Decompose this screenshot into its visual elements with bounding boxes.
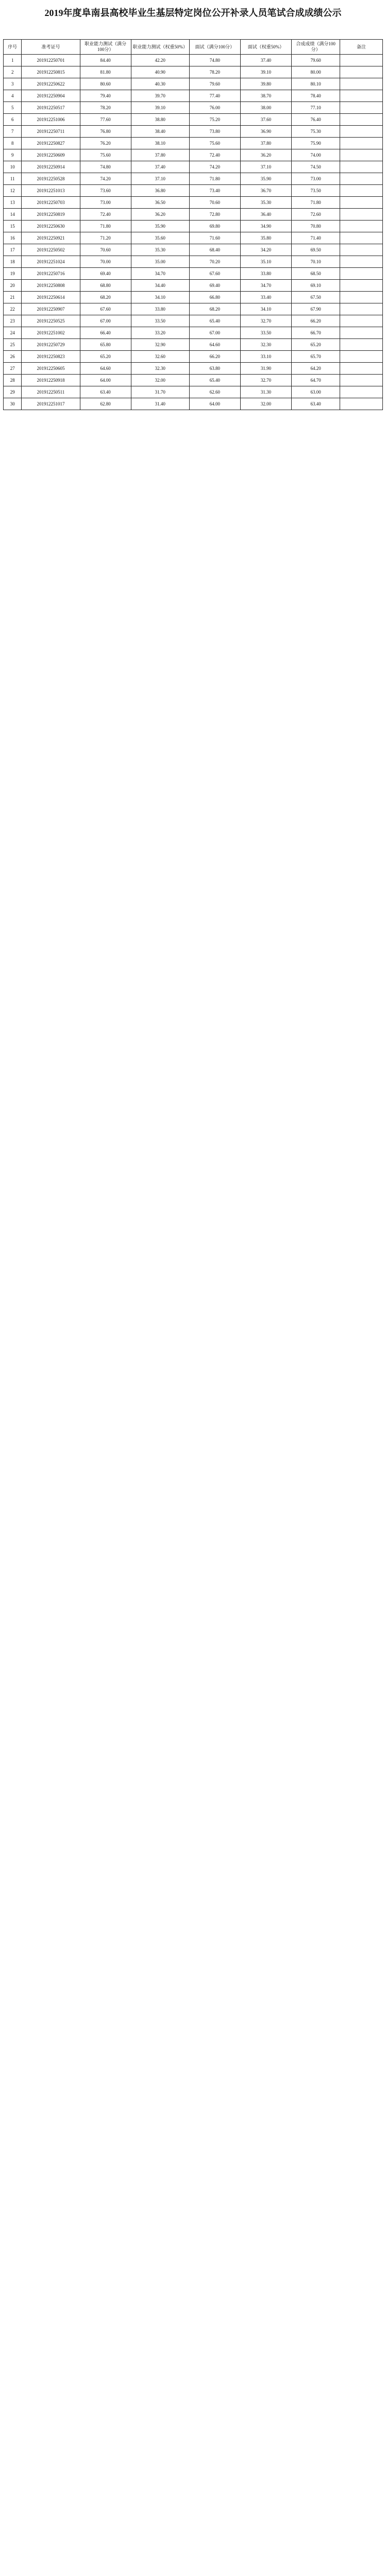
written-total-cell: 84.40 xyxy=(80,55,131,66)
combined-score-cell: 69.10 xyxy=(292,280,340,292)
interview-weighted-cell: 34.10 xyxy=(240,303,291,315)
written-weighted-cell: 37.40 xyxy=(131,161,189,173)
written-total-cell: 65.80 xyxy=(80,339,131,351)
interview-weighted-cell: 38.70 xyxy=(240,90,291,102)
interview-total-cell: 70.60 xyxy=(189,197,240,209)
remark-cell xyxy=(340,244,383,256)
written-total-cell: 66.40 xyxy=(80,327,131,339)
combined-score-cell: 79.60 xyxy=(292,55,340,66)
seq-cell: 28 xyxy=(4,375,22,386)
interview-total-cell: 67.60 xyxy=(189,268,240,280)
header-interview-weighted: 面试（权重50%） xyxy=(240,40,291,55)
interview-total-cell: 65.40 xyxy=(189,315,240,327)
written-total-cell: 71.20 xyxy=(80,232,131,244)
ticket-cell: 201912250703 xyxy=(22,197,80,209)
table-row xyxy=(4,90,383,102)
seq-cell: 25 xyxy=(4,339,22,351)
written-weighted-cell: 36.20 xyxy=(131,209,189,221)
written-total-cell: 74.80 xyxy=(80,161,131,173)
interview-weighted-cell: 35.10 xyxy=(240,256,291,268)
interview-weighted-cell: 36.20 xyxy=(240,149,291,161)
interview-weighted-cell: 33.50 xyxy=(240,327,291,339)
interview-weighted-cell: 38.00 xyxy=(240,102,291,114)
written-weighted-cell: 35.00 xyxy=(131,256,189,268)
combined-score-cell: 65.20 xyxy=(292,339,340,351)
interview-weighted-cell: 33.80 xyxy=(240,268,291,280)
remark-cell xyxy=(340,149,383,161)
table-row xyxy=(4,173,383,185)
table-row xyxy=(4,244,383,256)
ticket-cell: 201912250711 xyxy=(22,126,80,138)
table-row xyxy=(4,386,383,398)
interview-weighted-cell: 31.90 xyxy=(240,363,291,375)
written-weighted-cell: 35.90 xyxy=(131,221,189,232)
ticket-cell: 201912251013 xyxy=(22,185,80,197)
written-total-cell: 76.80 xyxy=(80,126,131,138)
interview-total-cell: 73.80 xyxy=(189,126,240,138)
combined-score-cell: 68.50 xyxy=(292,268,340,280)
written-weighted-cell: 35.30 xyxy=(131,244,189,256)
interview-total-cell: 78.20 xyxy=(189,66,240,78)
written-weighted-cell: 31.70 xyxy=(131,386,189,398)
remark-cell xyxy=(340,126,383,138)
written-weighted-cell: 36.80 xyxy=(131,185,189,197)
seq-cell: 17 xyxy=(4,244,22,256)
seq-cell: 11 xyxy=(4,173,22,185)
seq-cell: 2 xyxy=(4,66,22,78)
written-weighted-cell: 33.80 xyxy=(131,303,189,315)
table-row xyxy=(4,55,383,66)
table-row xyxy=(4,138,383,149)
seq-cell: 18 xyxy=(4,256,22,268)
ticket-cell: 201912250918 xyxy=(22,375,80,386)
combined-score-cell: 77.10 xyxy=(292,102,340,114)
remark-cell xyxy=(340,339,383,351)
ticket-cell: 201912250827 xyxy=(22,138,80,149)
interview-weighted-cell: 37.10 xyxy=(240,161,291,173)
header-written-total: 职业能力测试（满分100分） xyxy=(80,40,131,55)
combined-score-cell: 67.90 xyxy=(292,303,340,315)
written-weighted-cell: 34.10 xyxy=(131,292,189,303)
table-row xyxy=(4,126,383,138)
combined-score-cell: 64.20 xyxy=(292,363,340,375)
table-row xyxy=(4,375,383,386)
interview-total-cell: 71.80 xyxy=(189,173,240,185)
table-row xyxy=(4,102,383,114)
interview-weighted-cell: 32.00 xyxy=(240,398,291,410)
combined-score-cell: 63.00 xyxy=(292,386,340,398)
written-total-cell: 68.20 xyxy=(80,292,131,303)
interview-weighted-cell: 32.70 xyxy=(240,315,291,327)
written-total-cell: 62.80 xyxy=(80,398,131,410)
header-seq: 序号 xyxy=(4,40,22,55)
interview-total-cell: 74.80 xyxy=(189,55,240,66)
written-total-cell: 64.60 xyxy=(80,363,131,375)
written-weighted-cell: 32.30 xyxy=(131,363,189,375)
written-total-cell: 71.80 xyxy=(80,221,131,232)
ticket-cell: 201912250808 xyxy=(22,280,80,292)
seq-cell: 15 xyxy=(4,221,22,232)
combined-score-cell: 80.10 xyxy=(292,78,340,90)
combined-score-cell: 72.60 xyxy=(292,209,340,221)
seq-cell: 5 xyxy=(4,102,22,114)
table-row xyxy=(4,78,383,90)
interview-total-cell: 76.00 xyxy=(189,102,240,114)
ticket-cell: 201912250609 xyxy=(22,149,80,161)
ticket-cell: 201912250716 xyxy=(22,268,80,280)
seq-cell: 16 xyxy=(4,232,22,244)
seq-cell: 10 xyxy=(4,161,22,173)
table-row xyxy=(4,351,383,363)
written-total-cell: 70.00 xyxy=(80,256,131,268)
written-total-cell: 81.80 xyxy=(80,66,131,78)
interview-total-cell: 71.60 xyxy=(189,232,240,244)
interview-total-cell: 72.40 xyxy=(189,149,240,161)
written-total-cell: 67.00 xyxy=(80,315,131,327)
written-total-cell: 74.20 xyxy=(80,173,131,185)
interview-total-cell: 67.00 xyxy=(189,327,240,339)
written-total-cell: 79.40 xyxy=(80,90,131,102)
seq-cell: 21 xyxy=(4,292,22,303)
written-weighted-cell: 32.60 xyxy=(131,351,189,363)
written-weighted-cell: 37.80 xyxy=(131,149,189,161)
combined-score-cell: 75.90 xyxy=(292,138,340,149)
combined-score-cell: 67.50 xyxy=(292,292,340,303)
interview-weighted-cell: 32.70 xyxy=(240,375,291,386)
interview-weighted-cell: 37.80 xyxy=(240,138,291,149)
ticket-cell: 201912250502 xyxy=(22,244,80,256)
ticket-cell: 201912250614 xyxy=(22,292,80,303)
interview-weighted-cell: 37.60 xyxy=(240,114,291,126)
table-row xyxy=(4,161,383,173)
seq-cell: 27 xyxy=(4,363,22,375)
written-total-cell: 73.00 xyxy=(80,197,131,209)
seq-cell: 24 xyxy=(4,327,22,339)
interview-total-cell: 75.20 xyxy=(189,114,240,126)
table-row xyxy=(4,197,383,209)
remark-cell xyxy=(340,209,383,221)
interview-total-cell: 79.60 xyxy=(189,78,240,90)
interview-total-cell: 72.80 xyxy=(189,209,240,221)
ticket-cell: 201912250528 xyxy=(22,173,80,185)
header-remark: 备注 xyxy=(340,40,383,55)
table-row xyxy=(4,268,383,280)
interview-total-cell: 73.40 xyxy=(189,185,240,197)
interview-weighted-cell: 34.90 xyxy=(240,221,291,232)
ticket-cell: 201912250701 xyxy=(22,55,80,66)
written-weighted-cell: 34.40 xyxy=(131,280,189,292)
ticket-cell: 201912251024 xyxy=(22,256,80,268)
table-row xyxy=(4,292,383,303)
written-weighted-cell: 33.50 xyxy=(131,315,189,327)
combined-score-cell: 78.40 xyxy=(292,90,340,102)
interview-weighted-cell: 35.90 xyxy=(240,173,291,185)
interview-weighted-cell: 31.30 xyxy=(240,386,291,398)
interview-total-cell: 68.20 xyxy=(189,303,240,315)
seq-cell: 7 xyxy=(4,126,22,138)
combined-score-cell: 63.40 xyxy=(292,398,340,410)
combined-score-cell: 74.00 xyxy=(292,149,340,161)
interview-total-cell: 68.40 xyxy=(189,244,240,256)
seq-cell: 3 xyxy=(4,78,22,90)
remark-cell xyxy=(340,78,383,90)
written-total-cell: 72.40 xyxy=(80,209,131,221)
table-row xyxy=(4,303,383,315)
remark-cell xyxy=(340,221,383,232)
written-total-cell: 73.60 xyxy=(80,185,131,197)
written-total-cell: 78.20 xyxy=(80,102,131,114)
seq-cell: 20 xyxy=(4,280,22,292)
combined-score-cell: 66.70 xyxy=(292,327,340,339)
interview-total-cell: 70.20 xyxy=(189,256,240,268)
ticket-cell: 201912250630 xyxy=(22,221,80,232)
written-weighted-cell: 39.10 xyxy=(131,102,189,114)
combined-score-cell: 71.80 xyxy=(292,197,340,209)
remark-cell xyxy=(340,303,383,315)
seq-cell: 22 xyxy=(4,303,22,315)
seq-cell: 19 xyxy=(4,268,22,280)
written-total-cell: 63.40 xyxy=(80,386,131,398)
written-total-cell: 64.00 xyxy=(80,375,131,386)
combined-score-cell: 75.30 xyxy=(292,126,340,138)
interview-total-cell: 69.80 xyxy=(189,221,240,232)
interview-weighted-cell: 33.40 xyxy=(240,292,291,303)
table-row xyxy=(4,149,383,161)
combined-score-cell: 73.50 xyxy=(292,185,340,197)
seq-cell: 26 xyxy=(4,351,22,363)
seq-cell: 29 xyxy=(4,386,22,398)
table-row xyxy=(4,363,383,375)
seq-cell: 12 xyxy=(4,185,22,197)
ticket-cell: 201912250622 xyxy=(22,78,80,90)
combined-score-cell: 80.00 xyxy=(292,66,340,78)
table-row xyxy=(4,114,383,126)
combined-score-cell: 76.40 xyxy=(292,114,340,126)
ticket-cell: 201912250511 xyxy=(22,386,80,398)
ticket-cell: 201912250921 xyxy=(22,232,80,244)
written-weighted-cell: 32.00 xyxy=(131,375,189,386)
written-total-cell: 75.60 xyxy=(80,149,131,161)
interview-total-cell: 74.20 xyxy=(189,161,240,173)
interview-weighted-cell: 35.30 xyxy=(240,197,291,209)
ticket-cell: 201912250815 xyxy=(22,66,80,78)
seq-cell: 4 xyxy=(4,90,22,102)
interview-weighted-cell: 36.90 xyxy=(240,126,291,138)
interview-weighted-cell: 39.10 xyxy=(240,66,291,78)
written-weighted-cell: 40.90 xyxy=(131,66,189,78)
ticket-cell: 201912250605 xyxy=(22,363,80,375)
remark-cell xyxy=(340,138,383,149)
written-total-cell: 68.80 xyxy=(80,280,131,292)
written-weighted-cell: 39.70 xyxy=(131,90,189,102)
written-weighted-cell: 38.10 xyxy=(131,138,189,149)
combined-score-cell: 70.80 xyxy=(292,221,340,232)
written-weighted-cell: 35.60 xyxy=(131,232,189,244)
seq-cell: 23 xyxy=(4,315,22,327)
ticket-cell: 201912250904 xyxy=(22,90,80,102)
written-total-cell: 70.60 xyxy=(80,244,131,256)
remark-cell xyxy=(340,185,383,197)
seq-cell: 14 xyxy=(4,209,22,221)
written-weighted-cell: 31.40 xyxy=(131,398,189,410)
written-weighted-cell: 33.20 xyxy=(131,327,189,339)
remark-cell xyxy=(340,315,383,327)
written-weighted-cell: 38.40 xyxy=(131,126,189,138)
interview-total-cell: 65.40 xyxy=(189,375,240,386)
remark-cell xyxy=(340,256,383,268)
remark-cell xyxy=(340,292,383,303)
seq-cell: 13 xyxy=(4,197,22,209)
remark-cell xyxy=(340,398,383,410)
interview-total-cell: 75.60 xyxy=(189,138,240,149)
score-table xyxy=(3,39,383,410)
remark-cell xyxy=(340,114,383,126)
header-interview-total: 面试（满分100分） xyxy=(189,40,240,55)
ticket-cell: 201912250525 xyxy=(22,315,80,327)
header-written-weighted: 职业能力测试（权重50%） xyxy=(131,40,189,55)
interview-total-cell: 64.00 xyxy=(189,398,240,410)
combined-score-cell: 71.40 xyxy=(292,232,340,244)
combined-score-cell: 66.20 xyxy=(292,315,340,327)
table-header-row xyxy=(4,40,383,55)
written-total-cell: 67.60 xyxy=(80,303,131,315)
ticket-cell: 201912250819 xyxy=(22,209,80,221)
written-total-cell: 69.40 xyxy=(80,268,131,280)
table-row xyxy=(4,327,383,339)
interview-total-cell: 77.40 xyxy=(189,90,240,102)
interview-weighted-cell: 37.40 xyxy=(240,55,291,66)
remark-cell xyxy=(340,161,383,173)
table-row xyxy=(4,315,383,327)
page-title: 2019年度阜南县高校毕业生基层特定岗位公开补录人员笔试合成成绩公示 xyxy=(44,8,342,18)
remark-cell xyxy=(340,232,383,244)
written-total-cell: 77.60 xyxy=(80,114,131,126)
ticket-cell: 201912250823 xyxy=(22,351,80,363)
remark-cell xyxy=(340,327,383,339)
written-total-cell: 65.20 xyxy=(80,351,131,363)
remark-cell xyxy=(340,351,383,363)
written-weighted-cell: 38.80 xyxy=(131,114,189,126)
interview-total-cell: 69.40 xyxy=(189,280,240,292)
combined-score-cell: 74.50 xyxy=(292,161,340,173)
header-ticket: 准考证号 xyxy=(22,40,80,55)
header-combined-score: 合成成绩（满分100分） xyxy=(292,40,340,55)
interview-weighted-cell: 36.70 xyxy=(240,185,291,197)
table-row xyxy=(4,256,383,268)
written-total-cell: 80.60 xyxy=(80,78,131,90)
table-row xyxy=(4,398,383,410)
table-row xyxy=(4,185,383,197)
written-total-cell: 76.20 xyxy=(80,138,131,149)
remark-cell xyxy=(340,197,383,209)
remark-cell xyxy=(340,280,383,292)
remark-cell xyxy=(340,90,383,102)
seq-cell: 6 xyxy=(4,114,22,126)
interview-total-cell: 66.20 xyxy=(189,351,240,363)
written-weighted-cell: 40.30 xyxy=(131,78,189,90)
ticket-cell: 201912250907 xyxy=(22,303,80,315)
interview-weighted-cell: 34.70 xyxy=(240,280,291,292)
ticket-cell: 201912250517 xyxy=(22,102,80,114)
seq-cell: 9 xyxy=(4,149,22,161)
table-row xyxy=(4,339,383,351)
combined-score-cell: 64.70 xyxy=(292,375,340,386)
interview-weighted-cell: 35.80 xyxy=(240,232,291,244)
interview-weighted-cell: 36.40 xyxy=(240,209,291,221)
ticket-cell: 201912250729 xyxy=(22,339,80,351)
remark-cell xyxy=(340,173,383,185)
written-weighted-cell: 36.50 xyxy=(131,197,189,209)
remark-cell xyxy=(340,268,383,280)
ticket-cell: 201912251006 xyxy=(22,114,80,126)
ticket-cell: 201912251017 xyxy=(22,398,80,410)
interview-total-cell: 62.60 xyxy=(189,386,240,398)
interview-total-cell: 64.60 xyxy=(189,339,240,351)
interview-weighted-cell: 33.10 xyxy=(240,351,291,363)
ticket-cell: 201912251002 xyxy=(22,327,80,339)
interview-weighted-cell: 39.80 xyxy=(240,78,291,90)
remark-cell xyxy=(340,386,383,398)
interview-total-cell: 66.80 xyxy=(189,292,240,303)
remark-cell xyxy=(340,66,383,78)
table-row xyxy=(4,66,383,78)
remark-cell xyxy=(340,363,383,375)
written-weighted-cell: 37.10 xyxy=(131,173,189,185)
combined-score-cell: 73.00 xyxy=(292,173,340,185)
table-row xyxy=(4,221,383,232)
interview-weighted-cell: 32.30 xyxy=(240,339,291,351)
interview-weighted-cell: 34.20 xyxy=(240,244,291,256)
remark-cell xyxy=(340,55,383,66)
remark-cell xyxy=(340,375,383,386)
table-row xyxy=(4,280,383,292)
remark-cell xyxy=(340,102,383,114)
written-weighted-cell: 42.20 xyxy=(131,55,189,66)
table-row xyxy=(4,232,383,244)
combined-score-cell: 65.70 xyxy=(292,351,340,363)
combined-score-cell: 69.50 xyxy=(292,244,340,256)
combined-score-cell: 70.10 xyxy=(292,256,340,268)
table-row xyxy=(4,209,383,221)
written-weighted-cell: 34.70 xyxy=(131,268,189,280)
seq-cell: 1 xyxy=(4,55,22,66)
seq-cell: 30 xyxy=(4,398,22,410)
seq-cell: 8 xyxy=(4,138,22,149)
written-weighted-cell: 32.90 xyxy=(131,339,189,351)
interview-total-cell: 63.80 xyxy=(189,363,240,375)
ticket-cell: 201912250914 xyxy=(22,161,80,173)
